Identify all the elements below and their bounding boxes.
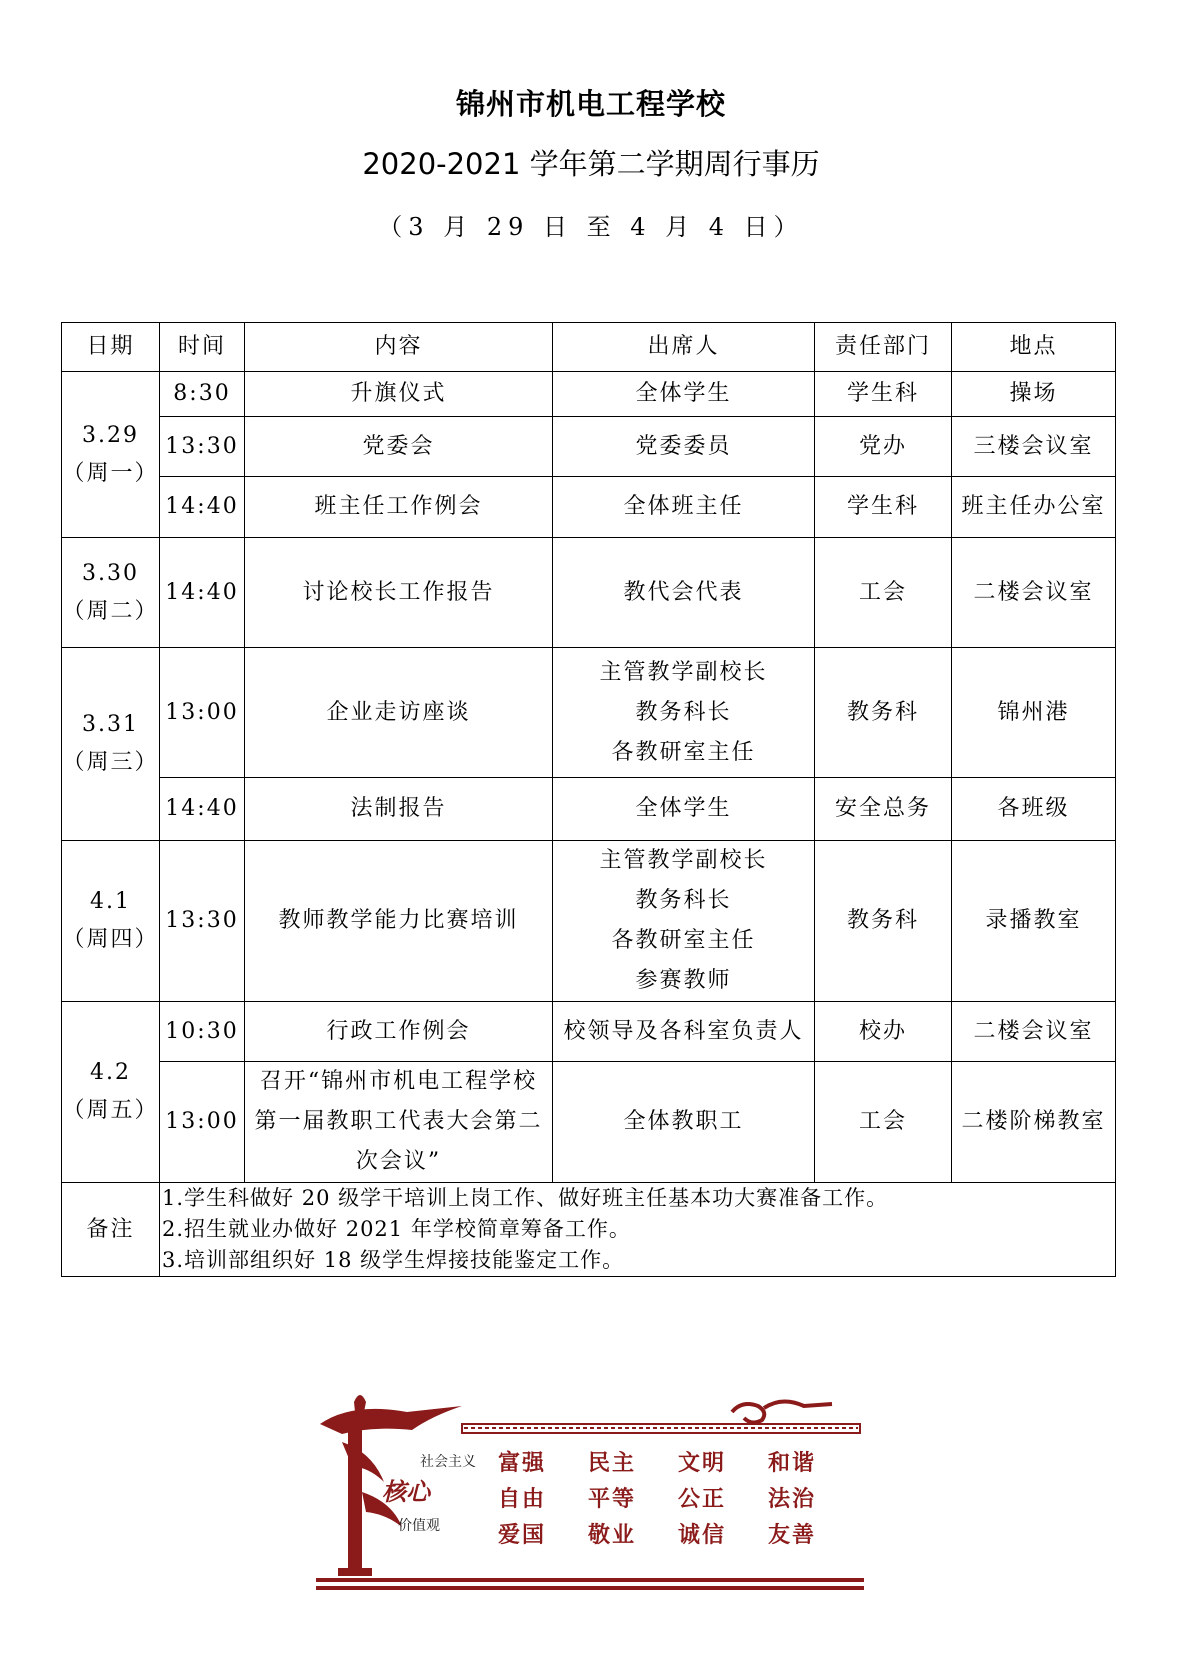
date-value: 3.29	[82, 422, 139, 448]
place-cell: 各班级	[952, 778, 1116, 841]
core-value: 和谐	[768, 1451, 817, 1476]
dept-cell: 安全总务	[815, 778, 952, 841]
notes-row	[62, 1183, 1116, 1277]
time-cell: 13:00	[160, 648, 245, 778]
note-item: 2.招生就业办做好 2021 年学校简章筹备工作。	[162, 1217, 631, 1241]
content-line: 法制报告	[350, 796, 447, 821]
emblem-line-1: 社会主义	[420, 1454, 476, 1470]
attendees-line: 全体班主任	[623, 494, 744, 519]
date-value: 4.1	[90, 889, 131, 914]
table-row	[62, 372, 1116, 417]
core-value: 法治	[768, 1487, 817, 1512]
core-value: 诚信	[678, 1523, 727, 1548]
place-cell: 二楼阶梯教室	[952, 1062, 1116, 1183]
content-cell	[245, 417, 553, 477]
calendar-title: 2020-2021 学年第二学期周行事历	[362, 147, 820, 181]
notes-label: 备注	[62, 1183, 160, 1277]
content-cell	[245, 372, 553, 417]
column-header: 内容	[245, 323, 553, 372]
place-cell: 二楼会议室	[952, 538, 1116, 648]
content-line: 讨论校长工作报告	[302, 579, 495, 605]
place-cell: 操场	[952, 372, 1116, 417]
dept-cell: 校办	[815, 1002, 952, 1062]
column-header: 时间	[160, 323, 245, 372]
table-row	[62, 417, 1116, 477]
date-value: 4.2	[90, 1060, 131, 1085]
attendees-line: 党委委员	[635, 433, 732, 459]
table-row	[62, 841, 1116, 1002]
time-cell: 13:30	[160, 417, 245, 477]
column-header: 出席人	[553, 323, 815, 372]
schedule-table	[61, 322, 1116, 1277]
table-row	[62, 477, 1116, 538]
date-cell	[62, 372, 160, 538]
weekday-value: （周四）	[62, 927, 159, 952]
content-line: 党委会	[362, 433, 435, 459]
core-value: 敬业	[588, 1523, 637, 1548]
content-line: 行政工作例会	[326, 1018, 471, 1044]
attendees-line: 参赛教师	[635, 968, 732, 993]
emblem-line-2: 核心	[382, 1477, 430, 1506]
attendees-line: 全体学生	[635, 381, 732, 406]
emblem-line-3: 价值观	[398, 1518, 440, 1534]
attendees-cell	[553, 477, 815, 538]
attendees-line: 各教研室主任	[611, 928, 756, 953]
attendees-line: 全体教职工	[623, 1109, 744, 1134]
cloud-ornament-icon	[732, 1401, 832, 1422]
column-header: 责任部门	[815, 323, 952, 372]
note-item: 3.培训部组织好 18 级学生焊接技能鉴定工作。	[162, 1248, 625, 1272]
attendees-cell	[553, 1062, 815, 1183]
core-value: 民主	[588, 1451, 637, 1476]
time-cell: 14:40	[160, 477, 245, 538]
attendees-line: 全体学生	[635, 796, 732, 821]
attendees-cell	[553, 778, 815, 841]
weekday-value: （周一）	[62, 460, 159, 486]
attendees-line: 校领导及各科室负责人	[563, 1018, 804, 1044]
table-row	[62, 538, 1116, 648]
place-cell: 录播教室	[952, 841, 1116, 1002]
content-line: 次会议”	[355, 1149, 442, 1174]
date-range: （3 月 29 日 至 4 月 4 日）	[378, 213, 804, 241]
date-cell	[62, 538, 160, 648]
header-row	[62, 323, 1116, 372]
content-cell	[245, 648, 553, 778]
attendees-cell	[553, 372, 815, 417]
core-values-logo	[312, 1382, 868, 1596]
attendees-line: 主管教学副校长	[599, 659, 768, 685]
attendees-line: 教代会代表	[623, 579, 744, 605]
table-row	[62, 778, 1116, 841]
core-value: 自由	[498, 1487, 547, 1512]
date-cell	[62, 841, 160, 1002]
place-cell: 班主任办公室	[952, 477, 1116, 538]
core-value: 公正	[678, 1487, 727, 1512]
place-cell: 二楼会议室	[952, 1002, 1116, 1062]
attendees-cell	[553, 1002, 815, 1062]
dept-cell: 教务科	[815, 648, 952, 778]
content-cell	[245, 778, 553, 841]
dept-cell: 教务科	[815, 841, 952, 1002]
attendees-line: 教务科长	[635, 888, 732, 913]
content-cell	[245, 1002, 553, 1062]
note-item: 1.学生科做好 20 级学干培训上岗工作、做好班主任基本功大赛准备工作。	[162, 1186, 889, 1210]
content-cell	[245, 1062, 553, 1183]
table-row	[62, 648, 1116, 778]
weekday-value: （周二）	[62, 598, 159, 624]
core-value: 富强	[498, 1451, 547, 1476]
attendees-cell	[553, 841, 815, 1002]
school-title: 锦州市机电工程学校	[455, 87, 726, 121]
date-value: 3.31	[82, 712, 139, 737]
attendees-cell	[553, 538, 815, 648]
content-line: 升旗仪式	[350, 381, 447, 406]
weekday-value: （周三）	[62, 750, 159, 775]
content-cell	[245, 841, 553, 1002]
dept-cell: 工会	[815, 538, 952, 648]
core-value: 文明	[678, 1451, 727, 1476]
core-value: 友善	[768, 1523, 817, 1548]
table-row	[62, 1062, 1116, 1183]
core-value: 爱国	[498, 1523, 547, 1548]
time-cell: 10:30	[160, 1002, 245, 1062]
content-cell	[245, 538, 553, 648]
content-line: 第一届教职工代表大会第二	[254, 1109, 543, 1134]
dept-cell: 学生科	[815, 477, 952, 538]
attendees-cell	[553, 417, 815, 477]
attendees-line: 主管教学副校长	[599, 848, 768, 873]
place-cell: 锦州港	[952, 648, 1116, 778]
attendees-cell	[553, 648, 815, 778]
column-header: 日期	[62, 323, 160, 372]
time-cell: 13:00	[160, 1062, 245, 1183]
time-cell: 14:40	[160, 778, 245, 841]
core-value: 平等	[588, 1487, 637, 1512]
content-line: 企业走访座谈	[326, 699, 471, 725]
weekday-value: （周五）	[62, 1098, 159, 1123]
notes-content	[160, 1183, 1116, 1277]
dept-cell: 党办	[815, 417, 952, 477]
time-cell: 8:30	[160, 372, 245, 417]
dept-cell: 工会	[815, 1062, 952, 1183]
date-cell	[62, 1002, 160, 1183]
attendees-line: 教务科长	[635, 699, 732, 725]
core-values-grid	[498, 1450, 816, 1548]
date-cell	[62, 648, 160, 841]
content-line: 召开“锦州市机电工程学校	[259, 1069, 538, 1094]
dept-cell: 学生科	[815, 372, 952, 417]
column-header: 地点	[952, 323, 1116, 372]
base-line	[316, 1586, 864, 1590]
content-cell	[245, 477, 553, 538]
content-line: 班主任工作例会	[314, 494, 483, 519]
place-cell: 三楼会议室	[952, 417, 1116, 477]
time-cell: 14:40	[160, 538, 245, 648]
table-row	[62, 1002, 1116, 1062]
content-line: 教师教学能力比赛培训	[278, 908, 519, 933]
base-line	[316, 1578, 864, 1582]
attendees-line: 各教研室主任	[611, 739, 756, 765]
time-cell: 13:30	[160, 841, 245, 1002]
date-value: 3.30	[82, 560, 139, 586]
